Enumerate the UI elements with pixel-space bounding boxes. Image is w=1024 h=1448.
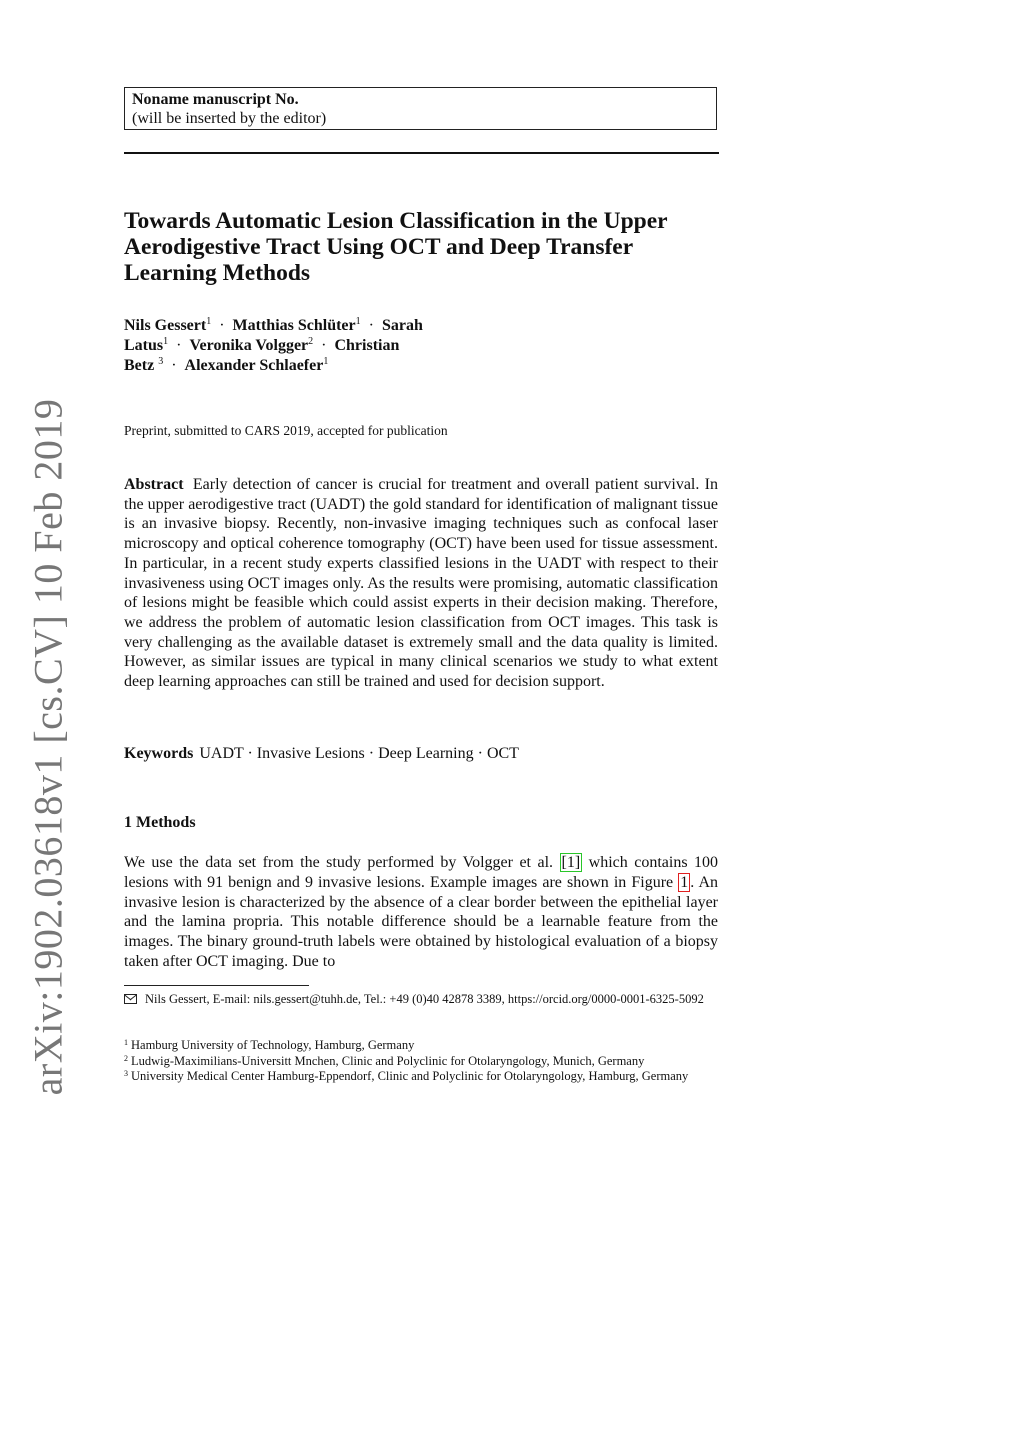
figure-reference-link[interactable]: 1: [680, 873, 689, 891]
affiliation-number: 3: [124, 1069, 128, 1078]
author-separator: ·: [321, 337, 327, 354]
author-name: Christian: [334, 337, 400, 354]
title-line: Towards Automatic Lesion Classification in the Upper: [124, 208, 668, 234]
paragraph-text: . An invasive lesion is characterized by the absence of a clear border between the epithelial layer and the lamina propria. This notable difference should be a learnable feature from the images. The binary ground-truth labels were obtained by histological evaluation of a biopsy taken after OCT imaging. Due to: [124, 873, 718, 970]
affiliation-text: Ludwig-Maximilians-Universitt Mnchen, Clinic and Polyclinic for Otolaryngology, Munich, Germany: [131, 1053, 645, 1068]
author-name: Matthias Schlüter: [232, 317, 356, 334]
manuscript-number-label: Noname manuscript No.: [132, 91, 299, 108]
affiliation-marker: 1: [163, 336, 169, 347]
corresponding-author-footnote: [124, 992, 718, 1008]
affiliation-marker: 1: [206, 316, 212, 327]
title-line: Learning Methods: [124, 260, 311, 286]
affiliation-marker: 1: [355, 316, 361, 327]
envelope-icon: [124, 994, 137, 1004]
footnote-rule: [124, 985, 309, 986]
keywords-label: Keywords: [124, 745, 194, 762]
affiliation-marker: 3: [158, 356, 164, 367]
paragraph-text: We use the data set from the study performed by Volgger et al.: [124, 854, 554, 871]
abstract-label: Abstract: [124, 476, 184, 493]
affiliation-text: University Medical Center Hamburg-Eppendorf, Clinic and Polyclinic for Otolaryngology, Hamburg, Germany: [131, 1069, 689, 1083]
author-separator: ·: [368, 317, 374, 334]
author-name: Betz: [124, 357, 155, 374]
paper-title: [124, 208, 724, 286]
author-name: Nils Gessert: [124, 317, 207, 334]
manuscript-info-box: [124, 87, 717, 130]
affiliations: [124, 1038, 718, 1085]
author-separator: ·: [219, 317, 225, 334]
arxiv-stamp: [10, 398, 85, 1096]
affiliation-marker: 2: [308, 336, 314, 347]
author-name: Sarah: [381, 317, 423, 334]
citation-link[interactable]: [1]: [561, 854, 581, 871]
paragraph-text: which contains 100 lesions with 91 benign and 9 invasive lesions. Example images are shown in Figure: [124, 854, 719, 891]
affiliation-item: [124, 1038, 718, 1054]
affiliation-item: [124, 1054, 718, 1070]
author-name: Veronika Volgger: [189, 337, 309, 354]
footnote-text: Nils Gessert, E-mail: nils.gessert@tuhh.de, Tel.: +49 (0)40 42878 3389, https://orcid.org/0000-0001-6325-5092: [145, 992, 704, 1006]
author-separator: ·: [176, 337, 182, 354]
title-line: Aerodigestive Tract Using OCT and Deep Transfer: [124, 234, 634, 260]
section-heading: 1 Methods: [124, 814, 196, 831]
author-list: [124, 316, 724, 376]
author-name: Latus: [124, 337, 164, 354]
affiliation-marker: 1: [323, 356, 329, 367]
author-name: Alexander Schlaefer: [184, 357, 324, 374]
affiliation-text: Hamburg University of Technology, Hamburg, Germany: [131, 1038, 415, 1052]
author-separator: ·: [171, 357, 177, 374]
abstract: [124, 475, 718, 692]
header-rule: [124, 152, 719, 154]
methods-paragraph: [124, 853, 718, 972]
keywords-text: UADT · Invasive Lesions · Deep Learning · OCT: [199, 745, 519, 762]
keywords: [124, 745, 519, 763]
affiliation-item: [124, 1069, 718, 1085]
manuscript-editor-note: (will be inserted by the editor): [132, 110, 327, 127]
preprint-note: Preprint, submitted to CARS 2019, accepted for publication: [124, 423, 448, 438]
arxiv-identifier: arXiv:1902.03618v1 [cs.CV] 10 Feb 2019: [25, 398, 70, 1096]
abstract-text: Early detection of cancer is crucial for treatment and overall patient survival. In the upper aerodigestive tract (UADT) the gold standard for identification of malignant tissue is an invasive biopsy. Recently, non-invasive imaging techniques such as confocal laser microscopy and optical coherence tomography (OCT) have been used for tissue assessment. In particular, in a recent study experts classified lesions in the UADT with respect to their invasiveness using OCT images only. As the results were promising, automatic classification of lesions might be feasible which could assist experts in their decision making. Therefore, we address the problem of automatic lesion classification from OCT images. This task is very challenging as the available dataset is extremely small and the data quality is limited. However, as similar issues are typical in many clinical scenarios we study to what extent deep learning approaches can still be trained and used for decision support.: [124, 476, 719, 691]
affiliation-number: 1: [124, 1038, 128, 1047]
affiliation-number: 2: [124, 1053, 128, 1063]
